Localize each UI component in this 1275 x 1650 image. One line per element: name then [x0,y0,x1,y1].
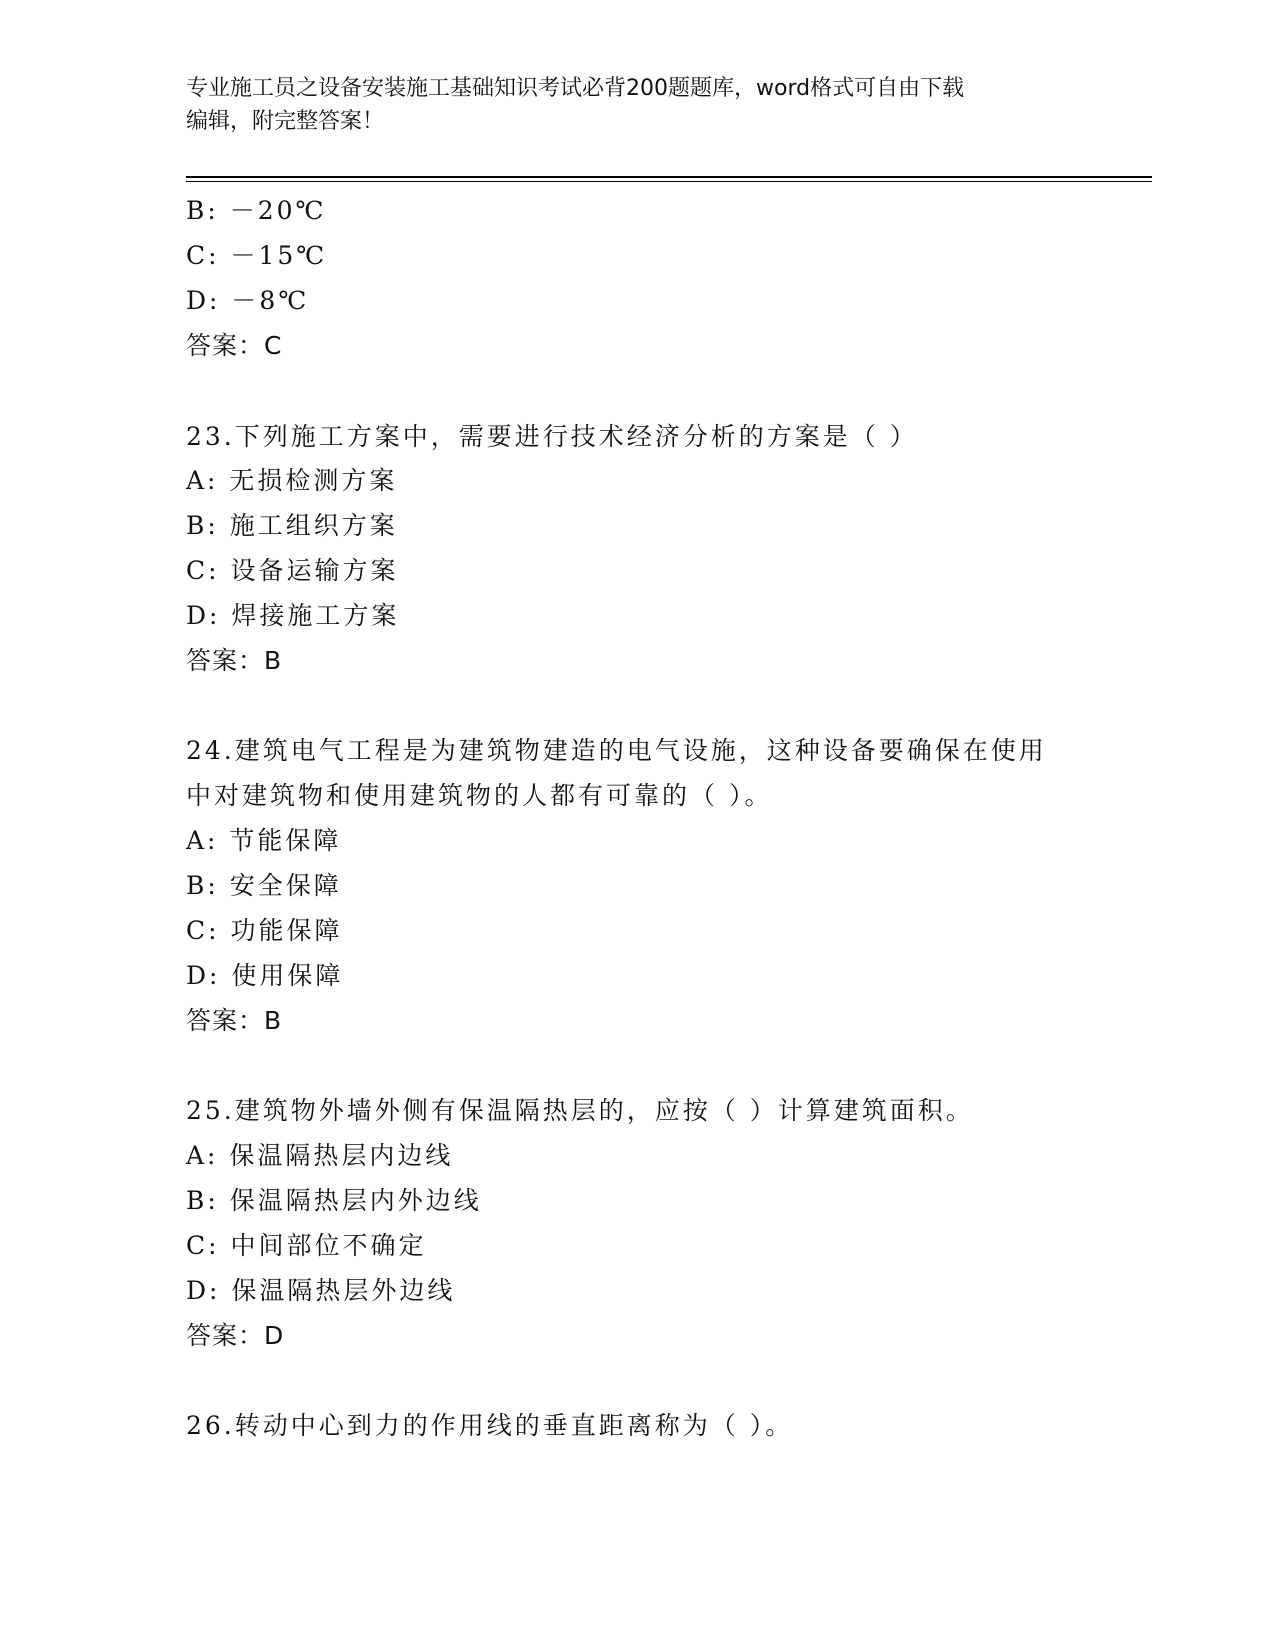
q24-option-a: A: 节能保障 [186,826,342,855]
q25-option-c: C: 中间部位不确定 [186,1231,427,1260]
q26-stem: 26.转动中心到力的作用线的垂直距离称为（ ）。 [186,1411,794,1440]
q25-stem: 25.建筑物外墙外侧有保温隔热层的，应按（ ）计算建筑面积。 [186,1096,974,1125]
q22-answer: 答案：C [186,331,283,360]
q23-option-b: B: 施工组织方案 [186,511,398,540]
q24-answer: 答案：B [186,1006,283,1035]
header-line-1: 专业施工员之设备安装施工基础知识考试必背200题题库，word格式可自由下载 [186,76,965,101]
q25-option-a: A: 保温隔热层内边线 [186,1141,454,1170]
q22-option-b: B: －20℃ [186,196,327,225]
q23-option-c: C: 设备运输方案 [186,556,399,585]
header-rule-thin [186,181,1152,182]
q24-stem-line-2: 中对建筑物和使用建筑物的人都有可靠的（ ）。 [186,781,773,810]
q24-option-d: D: 使用保障 [186,961,344,990]
q25-option-d: D: 保温隔热层外边线 [186,1276,456,1305]
q24-option-b: B: 安全保障 [186,871,342,900]
document-header [186,72,1086,138]
header-rule-thick [186,176,1152,178]
q22-option-c: C: －15℃ [186,241,328,270]
q23-option-d: D: 焊接施工方案 [186,601,400,630]
header-line-2: 编辑，附完整答案！ [186,109,385,134]
q23-option-a: A: 无损检测方案 [186,466,398,495]
q23-stem: 23.下列施工方案中，需要进行技术经济分析的方案是（ ） [186,422,918,451]
q23-answer: 答案：B [186,646,283,675]
q25-option-b: B: 保温隔热层内外边线 [186,1186,482,1215]
q25-answer: 答案：D [186,1321,285,1350]
q24-option-c: C: 功能保障 [186,916,343,945]
q22-option-d: D: －8℃ [186,286,310,315]
q24-stem-line-1: 24.建筑电气工程是为建筑物建造的电气设施，这种设备要确保在使用 [186,736,1047,765]
